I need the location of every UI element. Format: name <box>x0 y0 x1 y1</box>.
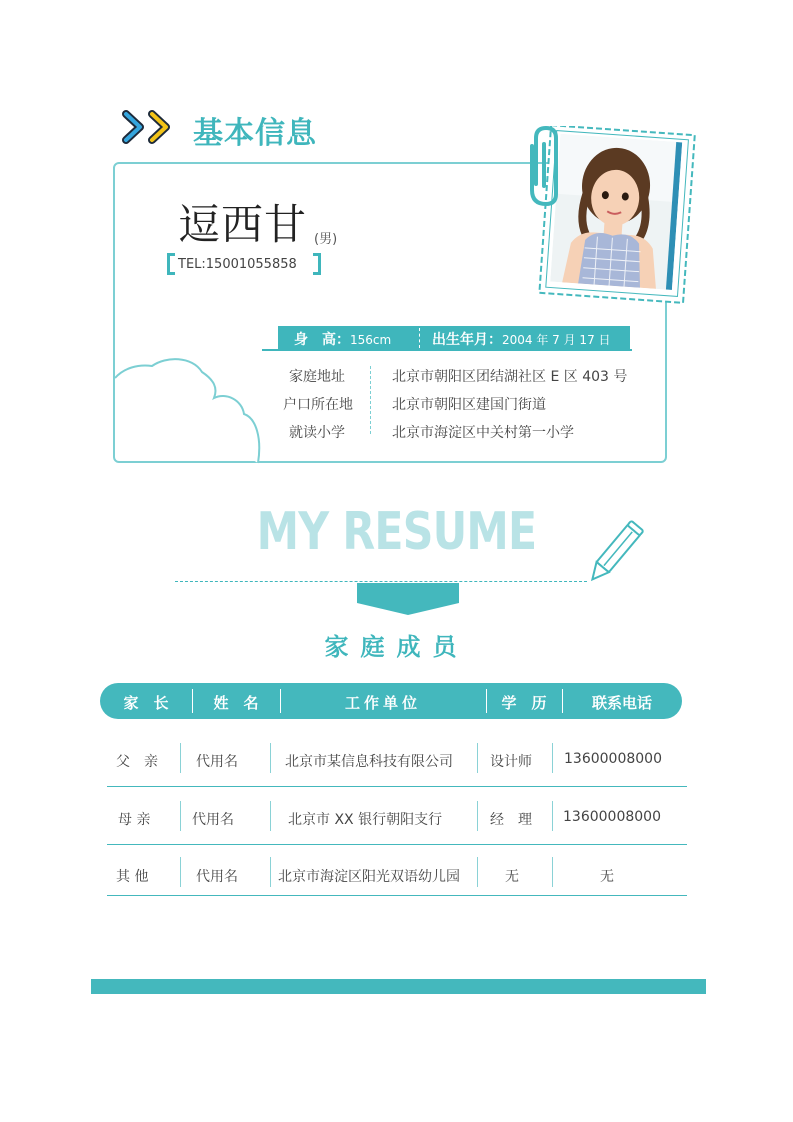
detail-label-hukou: 户口所在地 <box>283 397 353 413</box>
section-title: 基本信息 <box>193 116 317 151</box>
table-header <box>100 683 682 719</box>
pencil-icon <box>582 516 648 592</box>
dashed-divider <box>175 581 587 582</box>
cell-name: 代用名 <box>192 812 234 828</box>
th-name: 姓 名 <box>213 694 259 712</box>
birth-value: 2004 年 7 月 17 日 <box>502 333 611 347</box>
cell-divider <box>180 801 181 831</box>
bracket-right <box>313 253 321 275</box>
cell-relation: 其 他 <box>116 869 149 885</box>
cell-workplace: 北京市某信息科技有限公司 <box>285 754 453 770</box>
row-divider <box>107 895 687 896</box>
cell-phone: 13600008000 <box>563 809 661 825</box>
birth-field <box>432 329 611 349</box>
detail-value-school: 北京市海淀区中关村第一小学 <box>392 425 574 441</box>
cell-phone: 无 <box>600 869 614 885</box>
cell-divider <box>552 857 553 887</box>
family-title: 家庭成员 <box>324 633 469 661</box>
cell-relation: 母 亲 <box>118 812 151 828</box>
cell-education: 无 <box>505 869 519 885</box>
cell-divider <box>477 743 478 773</box>
cell-education: 经 理 <box>490 812 532 828</box>
paperclip-icon <box>522 124 564 208</box>
cell-phone: 13600008000 <box>564 751 662 767</box>
cell-divider <box>270 801 271 831</box>
th-workplace: 工作单位 <box>344 694 421 712</box>
cell-divider <box>270 857 271 887</box>
detail-value-hukou: 北京市朝阳区建国门街道 <box>392 397 546 413</box>
birth-label: 出生年月： <box>432 332 502 348</box>
cell-workplace: 北京市 XX 银行朝阳支行 <box>288 812 443 828</box>
cell-divider <box>180 743 181 773</box>
height-label: 身 高： <box>294 332 350 348</box>
cell-divider <box>180 857 181 887</box>
child-name: 逗西甘 <box>178 200 308 249</box>
cell-workplace: 北京市海淀区阳光双语幼儿园 <box>278 869 460 885</box>
height-field <box>294 329 391 349</box>
bar-underline <box>262 349 632 351</box>
cell-name: 代用名 <box>196 754 238 770</box>
row-divider <box>107 786 687 787</box>
cell-name: 代用名 <box>196 869 238 885</box>
th-phone: 联系电话 <box>591 694 652 712</box>
th-education: 学 历 <box>501 694 547 712</box>
cell-divider <box>552 801 553 831</box>
detail-label-school: 就读小学 <box>289 425 345 441</box>
bracket-left <box>167 253 175 275</box>
height-value: 156cm <box>350 333 392 347</box>
cell-relation: 父 亲 <box>116 754 158 770</box>
row-divider <box>107 844 687 845</box>
cell-divider <box>552 743 553 773</box>
double-chevron-icon <box>122 110 182 146</box>
cell-divider <box>270 743 271 773</box>
tel-number: TEL:15001055858 <box>178 257 297 272</box>
cloud-icon <box>114 358 264 464</box>
bar-divider <box>419 328 420 348</box>
cell-divider <box>477 801 478 831</box>
footer-bar <box>91 979 706 994</box>
detail-divider <box>370 366 371 434</box>
detail-value-address: 北京市朝阳区团结湖社区 E 区 403 号 <box>392 369 628 385</box>
height-birth-bar <box>278 326 630 350</box>
my-resume-banner: MY RESUME <box>256 502 537 562</box>
detail-label-address: 家庭地址 <box>289 369 345 385</box>
gender: (男) <box>314 232 338 247</box>
cell-education: 设计师 <box>490 754 532 770</box>
ribbon-tab <box>357 583 459 615</box>
cell-divider <box>477 857 478 887</box>
th-relation: 家 长 <box>123 694 169 712</box>
